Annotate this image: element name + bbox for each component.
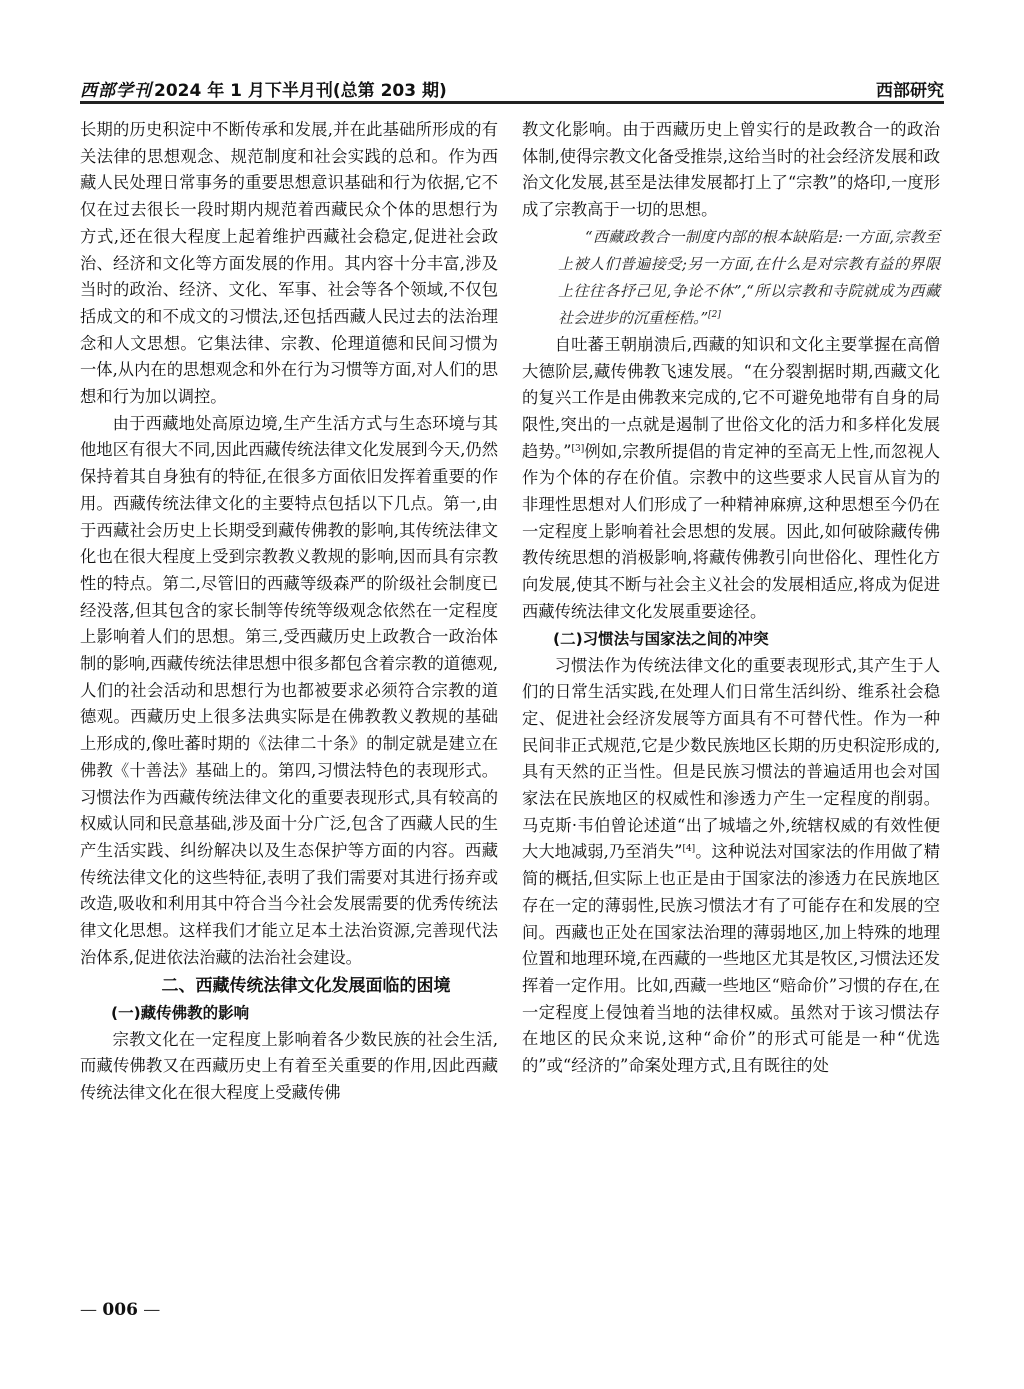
paragraph-text: 自吐蕃王朝崩溃后,西藏的知识和文化主要掌握在高僧大德阶层,藏传佛教飞速发展。“在分裂割据时期,西藏文化的复兴工作是由佛教来完成的,它不可避免地带有自身的局限性,突出的一点就是遏制了世俗文化的活力和多样化发展趋势。”: [522, 334, 940, 461]
page-number-text: 006: [102, 1300, 138, 1320]
journal-logo: 西部学刊: [80, 81, 152, 101]
block-quote: [522, 224, 940, 332]
subsection-heading: (一)藏传佛教的影响: [111, 1003, 250, 1022]
paragraph: 由于西藏地处高原边境,生产生活方式与生态环境与其他地区有很大不同,因此西藏传统法律文化发展到今天,仍然保持着其自身独有的特征,在很多方面依旧发挥着重要的作用。西藏传统法律文化的主要特点包括以下几点。第一,由于西藏社会历史上长期受到藏传佛教的影响,其传统法律文化也在很大程度上受到宗教教义教规的影响,因而具有宗教性的特点。第二,尽管旧的西藏等级森严的阶级社会制度已经没落,但其包含的家长制等传统等级观念依然在一定程度上影响着人们的思想。第三,受西藏历史上政教合一政治体制的影响,西藏传统法律思想中很多都包含着宗教的道德观,人们的社会活动和思想行为也都被要求必须符合宗教的道德观。西藏历史上很多法典实际是在佛教教义教规的基础上形成的,像吐蕃时期的《法律二十条》的制定就是建立在佛教《十善法》基础上的。第四,习惯法特色的表现形式。习惯法作为西藏传统法律文化的重要表现形式,具有较高的权威认同和民意基础,涉及面十分广泛,包含了西藏人民的生产生活实践、纠纷解决以及生态保护等方面的内容。西藏传统法律文化的这些特征,表明了我们需要对其进行扬弃或改造,吸收和利用其中符合当今社会发展需要的优秀传统法律文化思想。这样我们才能立足本土法治资源,完善现代法治体系,促进依法治藏的法治社会建设。: [80, 413, 498, 967]
paragraph-text: 例如,宗教所提倡的肯定神的至高无上性,而忽视人作为个体的存在价值。宗教中的这些要求人民盲从盲为的非理性思想对人们形成了一种精神麻痹,这种思想至今仍在一定程度上影响着社会思想的发展。因此,如何破除藏传佛教传统思想的消极影响,将藏传佛教引向世俗化、理性化方向发展,使其不断与社会主义社会的发展相适应,将成为促进西藏传统法律文化发展重要途径。: [522, 441, 940, 621]
paragraph: 宗教文化在一定程度上影响着各少数民族的社会生活,而藏传佛教又在西藏历史上有着至关重要的作用,因此西藏传统法律文化在很大程度上受藏传佛: [80, 1029, 498, 1102]
folio-dash: —: [137, 1300, 161, 1320]
quote-text: “西藏政教合一制度内部的根本缺陷是:一方面,宗教至上被人们普遍接受;另一方面,在什么是对宗教有益的界限上往往各抒己见,争论不休”,“所以宗教和寺院就成为西藏社会进步的沉重桎梏。”: [558, 227, 940, 327]
paragraph: 教文化影响。由于西藏历史上曾实行的是政教合一的政治体制,使得宗教文化备受推崇,这给当时的社会经济发展和政治文化发展,甚至是法律发展都打上了“宗教”的烙印,一度形成了宗教高于一切的思想。: [522, 120, 940, 220]
section-name: 西部研究: [876, 81, 944, 101]
paragraph: [522, 332, 940, 626]
running-header: [80, 70, 944, 104]
left-column: [80, 117, 498, 1107]
paragraph-text: 。这种说法对国家法的作用做了精简的概括,但实际上也正是由于国家法的渗透力在民族地区存在一定的薄弱性,民族习惯法才有了可能存在和发展的空间。西藏也正处在国家法治理的薄弱地区,加上特殊的地理位置和地理环境,在西藏的一些地区尤其是牧区,习惯法还发挥着一定作用。比如,西藏一些地区“赔命价”习惯的存在,在一定程度上侵蚀着当地的法律权威。虽然对于该习惯法存在地区的民众来说,这种“命价”的形式可能是一种“优选的”或“经济的”命案处理方式,且有既往的处: [522, 842, 940, 1076]
citation-ref: [2]: [708, 309, 721, 320]
folio-dash: —: [80, 1300, 103, 1320]
paragraph-text: 习惯法作为传统法律文化的重要表现形式,其产生于人们的日常生活实践,在处理人们日常生活纠纷、维系社会稳定、促进社会经济发展等方面具有不可替代性。作为一种民间非正式规范,它是少数民族地区长期的历史积淀形成的,具有天然的正当性。但是民族习惯法的普遍适用也会对国家法在民族地区的权威性和渗透力产生一定程度的削弱。马克斯·韦伯曾论述道“出了城墙之外,统辖权威的有效性便大大地减弱,乃至消失”: [522, 655, 940, 862]
paragraph: 长期的历史积淀中不断传承和发展,并在此基础所形成的有关法律的思想观念、规范制度和社会实践的总和。作为西藏人民处理日常事务的重要思想意识基础和行为依据,它不仅在过去很长一段时期内规范着西藏民众个体的思想行为方式,还在很大程度上起着维护西藏社会稳定,促进社会政治、经济和文化等方面发展的作用。其内容十分丰富,涉及当时的政治、经济、文化、军事、社会等各个领域,不仅包括成文的和不成文的习惯法,还包括西藏人民过去的法治理念和人文思想。它集法律、宗教、伦理道德和民间习惯为一体,从内在的思想观念和外在行为习惯等方面,对人们的思想和行为加以调控。: [80, 120, 498, 407]
section-heading: 二、西藏传统法律文化发展面临的困境: [161, 975, 451, 996]
page-number: [80, 1300, 160, 1320]
citation-ref: [3]: [571, 443, 585, 454]
citation-ref: [4]: [682, 844, 696, 855]
subsection-heading: (二)习惯法与国家法之间的冲突: [553, 629, 769, 648]
right-column: [522, 117, 940, 1080]
paragraph: [522, 653, 940, 1080]
journal-issue: 2024 年 1 月下半月刊(总第 203 期): [154, 81, 447, 101]
header-rule: [80, 101, 944, 104]
journal-title: [80, 76, 447, 101]
